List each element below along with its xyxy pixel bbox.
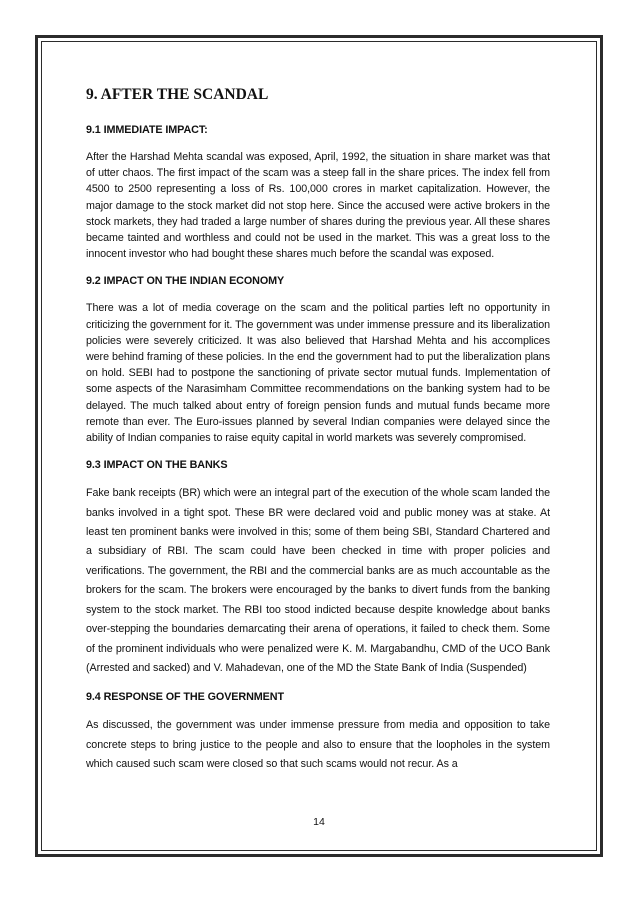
page-number: 14 (313, 816, 325, 828)
paragraph-government-response: As discussed, the government was under immense pressure from media and opposition to take concrete steps to bring justice to the people and also to ensure that the loopholes in the system which caused such scam were closed so that such scams would not recur. As a (86, 719, 550, 771)
paragraph-immediate-impact: After the Harshad Mehta scandal was exposed, April, 1992, the situation in share market was that of utter chaos. The first impact of the scam was a steep fall in the share prices. The index fell from 4500 to 2500 representing a loss of Rs. 100,000 crores in market capitalization. However, the major damage to the stock market did not stop here. Since the accused were active brokers in the stock markets, they had traded a large number of shares during the previous year. All these shares became tainted and worthless and could not be used in the market. This was a great loss to the innocent investor who had bought these shares much before the scandal was exposed. (86, 151, 550, 261)
paragraph-banks: Fake bank receipts (BR) which were an integral part of the execution of the whole scam landed the banks involved in a tight spot. These BR were declared void and public money was at stake. At least ten prominent banks were involved in this; some of them being SBI, Standard Chartered and a subsidiary of RBI. The scam could have been checked in time with proper policies and verifications. The government, the RBI and the commercial banks are as much accountable as the brokers for the scam. The brokers were encouraged by the banks to divert funds from the banking system to the stock market. The RBI too stood indicted because despite knowledge about banks over-stepping the boundaries demarcating their arena of operations, it failed to check them. Some of the prominent individuals who were penalized were K. M. Margabandhu, CMD of the UCO Bank (Arrested and sacked) and V. Mahadevan, one of the MD the State Bank of India (Suspended) (86, 487, 550, 674)
document-body (86, 84, 550, 775)
section-heading-indian-economy: 9.2 IMPACT ON THE INDIAN ECONOMY (86, 275, 285, 288)
chapter-title: 9. AFTER THE SCANDAL (86, 86, 269, 103)
section-heading-immediate-impact: 9.1 IMMEDIATE IMPACT: (86, 124, 208, 136)
section-heading-banks: 9.3 IMPACT ON THE BANKS (86, 459, 228, 472)
paragraph-indian-economy: There was a lot of media coverage on the scam and the political parties left no opportunity in criticizing the government for it. The government was under immense pressure and its liberalization policies were severely criticized. It was also believed that Harshad Mehta and his accomplices were behind framing of these policies. In the end the government had to put the liberalization plans on hold. SEBI had to postpone the sanctioning of private sector mutual funds. Implementation of some aspects of the Narasimham Committee recommendations on the banking system had to be delayed. The much talked about entry of foreign pension funds and mutual funds became more remote than ever. The Euro-issues planned by several Indian companies were delayed since the ability of Indian companies to raise equity capital in world markets was severely compromised. (86, 302, 550, 445)
section-heading-government-response: 9.4 RESPONSE OF THE GOVERNMENT (86, 691, 284, 704)
